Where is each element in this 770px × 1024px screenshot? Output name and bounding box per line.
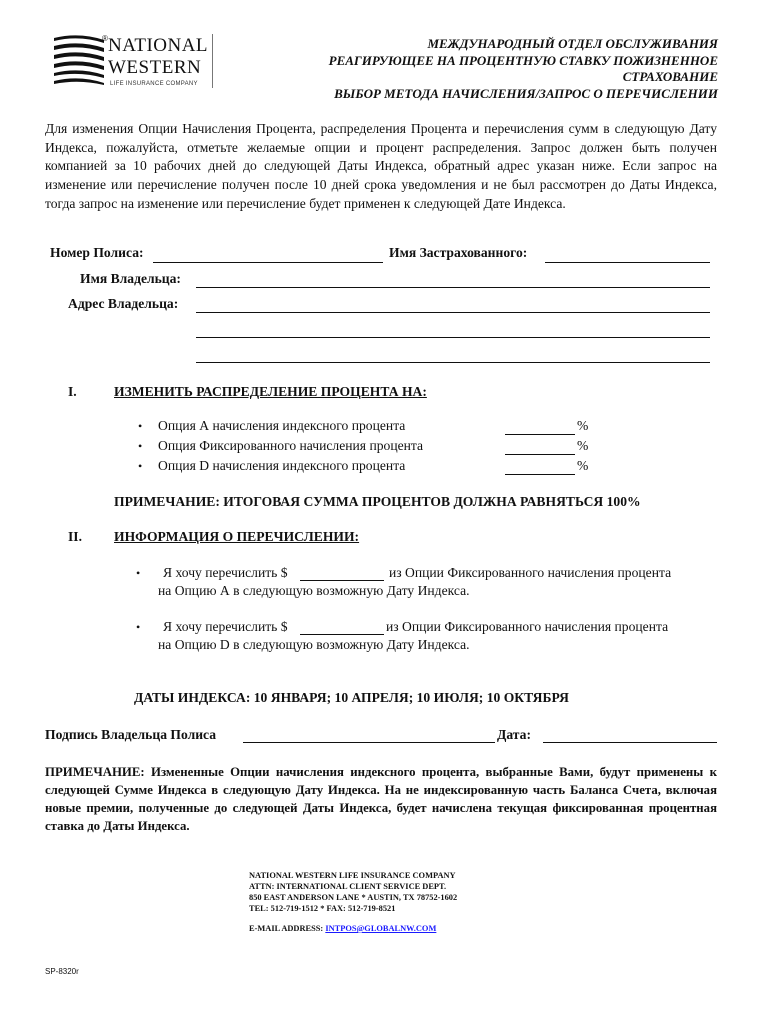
bullet-icon: • bbox=[136, 620, 141, 634]
transfer2-prefix: Я хочу перечислить $ bbox=[163, 619, 288, 634]
header-line1: МЕЖДУНАРОДНЫЙ ОТДЕЛ ОБСЛУЖИВАНИЯ bbox=[427, 36, 718, 51]
percent-sign: % bbox=[577, 418, 589, 433]
owner-address-field-2[interactable] bbox=[196, 337, 710, 338]
company-logo bbox=[52, 34, 222, 90]
transfer1-prefix: Я хочу перечислить $ bbox=[163, 565, 288, 580]
policy-number-field[interactable] bbox=[153, 262, 383, 263]
owner-name-field[interactable] bbox=[196, 287, 710, 288]
allocation-note: ПРИМЕЧАНИЕ: ИТОГОВАЯ СУММА ПРОЦЕНТОВ ДОЛЖНА РАВНЯТЬСЯ 100% bbox=[114, 494, 641, 509]
allocation-fixed-option-label: Опция Фиксированного начисления процента bbox=[158, 438, 424, 453]
allocation-option-d-label: Опция D начисления индексного процента bbox=[158, 458, 406, 473]
owner-address-field-1[interactable] bbox=[196, 312, 710, 313]
address-company: NATIONAL WESTERN LIFE INSURANCE COMPANY bbox=[249, 871, 456, 880]
bullet-icon: • bbox=[138, 419, 143, 433]
owner-name-label: Имя Владельца: bbox=[80, 271, 181, 286]
percent-sign: % bbox=[577, 438, 589, 453]
transfer1-suffix: из Опции Фиксированного начисления процента bbox=[389, 565, 672, 580]
intro-paragraph: Для изменения Опции Начисления Процента, распределения Процента и перечисления сумм в следующую Дату Индекса, пожалуйста, отметьте желаемые опции и процент распределения. Запрос должен быть получен компанией за 10 рабочих дней до следующей Даты Индекса, обратный адрес указан ниже. Если запрос на изменение или перечисление получен после 10 дней срока уведомления и не был рассмотрен до Даты Индекса, тогда запрос на изменение или перечисление будет применен к следующей Дате Индекса. bbox=[45, 121, 717, 211]
bullet-icon: • bbox=[138, 439, 143, 453]
document-header bbox=[288, 36, 718, 102]
section2-title: ИНФОРМАЦИЯ О ПЕРЕЧИСЛЕНИИ: bbox=[114, 529, 360, 544]
section1-title: ИЗМЕНИТЬ РАСПРЕДЕЛЕНИЕ ПРОЦЕНТА НА: bbox=[114, 384, 427, 399]
transfer1-line2: на Опцию А в следующую возможную Дату Индекса. bbox=[158, 583, 470, 598]
insured-name-label: Имя Застрахованного: bbox=[389, 245, 528, 260]
email-label: E-MAIL ADDRESS: bbox=[249, 924, 324, 933]
address-tel-fax: TEL: 512-719-1512 * FAX: 512-719-8521 bbox=[249, 904, 396, 913]
transfer2-amount-field[interactable] bbox=[300, 634, 384, 635]
policy-number-label: Номер Полиса: bbox=[50, 245, 144, 260]
logo-mark: ® bbox=[102, 34, 108, 43]
return-address bbox=[249, 870, 457, 934]
final-note: ПРИМЕЧАНИЕ: Измененные Опции начисления индексного процента, выбранные Вами, будут применены к следующей Сумме Индекса в следующую Дату Индекса. На не индексированную часть Баланса Счета, включая новые премии, полученные до следующей Даты Индекса, будет начислена текущая фиксированная процентная ставка до Даты Индекса. bbox=[45, 765, 717, 833]
header-line2: РЕАГИРУЮЩЕЕ НА ПРОЦЕНТНУЮ СТАВКУ ПОЖИЗНЕННОЕ bbox=[328, 52, 718, 68]
transfer2-line2: на Опцию D в следующую возможную Дату Индекса. bbox=[158, 637, 470, 652]
date-field[interactable] bbox=[543, 742, 717, 743]
allocation-option-a-label: Опция А начисления индексного процента bbox=[158, 418, 406, 433]
transfer1-amount-field[interactable] bbox=[300, 580, 384, 581]
owner-address-field-3[interactable] bbox=[196, 362, 710, 363]
transfer2-suffix: из Опции Фиксированного начисления процента bbox=[386, 619, 669, 634]
stripes-logo-icon bbox=[52, 34, 106, 88]
logo-subtitle: LIFE INSURANCE COMPANY bbox=[110, 81, 198, 87]
form-number: SP-8320r bbox=[45, 967, 79, 976]
header-line4: ВЫБОР МЕТОДА НАЧИСЛЕНИЯ/ЗАПРОС О ПЕРЕЧИСЛЕНИИ bbox=[334, 85, 718, 101]
logo-line1: NATIONAL bbox=[108, 35, 209, 56]
section2-number: II. bbox=[68, 529, 82, 544]
owner-address-label: Адрес Владельца: bbox=[68, 296, 179, 311]
percent-sign: % bbox=[577, 458, 589, 473]
bullet-icon: • bbox=[138, 459, 143, 473]
logo-line2: WESTERN bbox=[108, 57, 202, 78]
address-attn: ATTN: INTERNATIONAL CLIENT SERVICE DEPT. bbox=[249, 882, 447, 891]
index-dates: ДАТЫ ИНДЕКСА: 10 ЯНВАРЯ; 10 АПРЕЛЯ; 10 ИЮЛЯ; 10 ОКТЯБРЯ bbox=[134, 690, 569, 705]
allocation-option-a-field[interactable] bbox=[505, 434, 575, 435]
bullet-icon: • bbox=[136, 566, 141, 580]
header-line3: СТРАХОВАНИЕ bbox=[622, 69, 718, 84]
allocation-fixed-option-field[interactable] bbox=[505, 454, 575, 455]
section1-number: I. bbox=[68, 384, 77, 399]
address-street: 850 EAST ANDERSON LANE * AUSTIN, TX 78752-1602 bbox=[249, 893, 458, 902]
address-email-row bbox=[249, 923, 457, 934]
logo-divider bbox=[212, 34, 213, 88]
date-label: Дата: bbox=[497, 727, 531, 742]
signature-field[interactable] bbox=[243, 742, 495, 743]
insured-name-field[interactable] bbox=[545, 262, 710, 263]
signature-label: Подпись Владельца Полиса bbox=[45, 727, 217, 742]
email-link[interactable]: INTPOS@GLOBALNW.COM bbox=[325, 924, 437, 933]
allocation-option-d-field[interactable] bbox=[505, 474, 575, 475]
